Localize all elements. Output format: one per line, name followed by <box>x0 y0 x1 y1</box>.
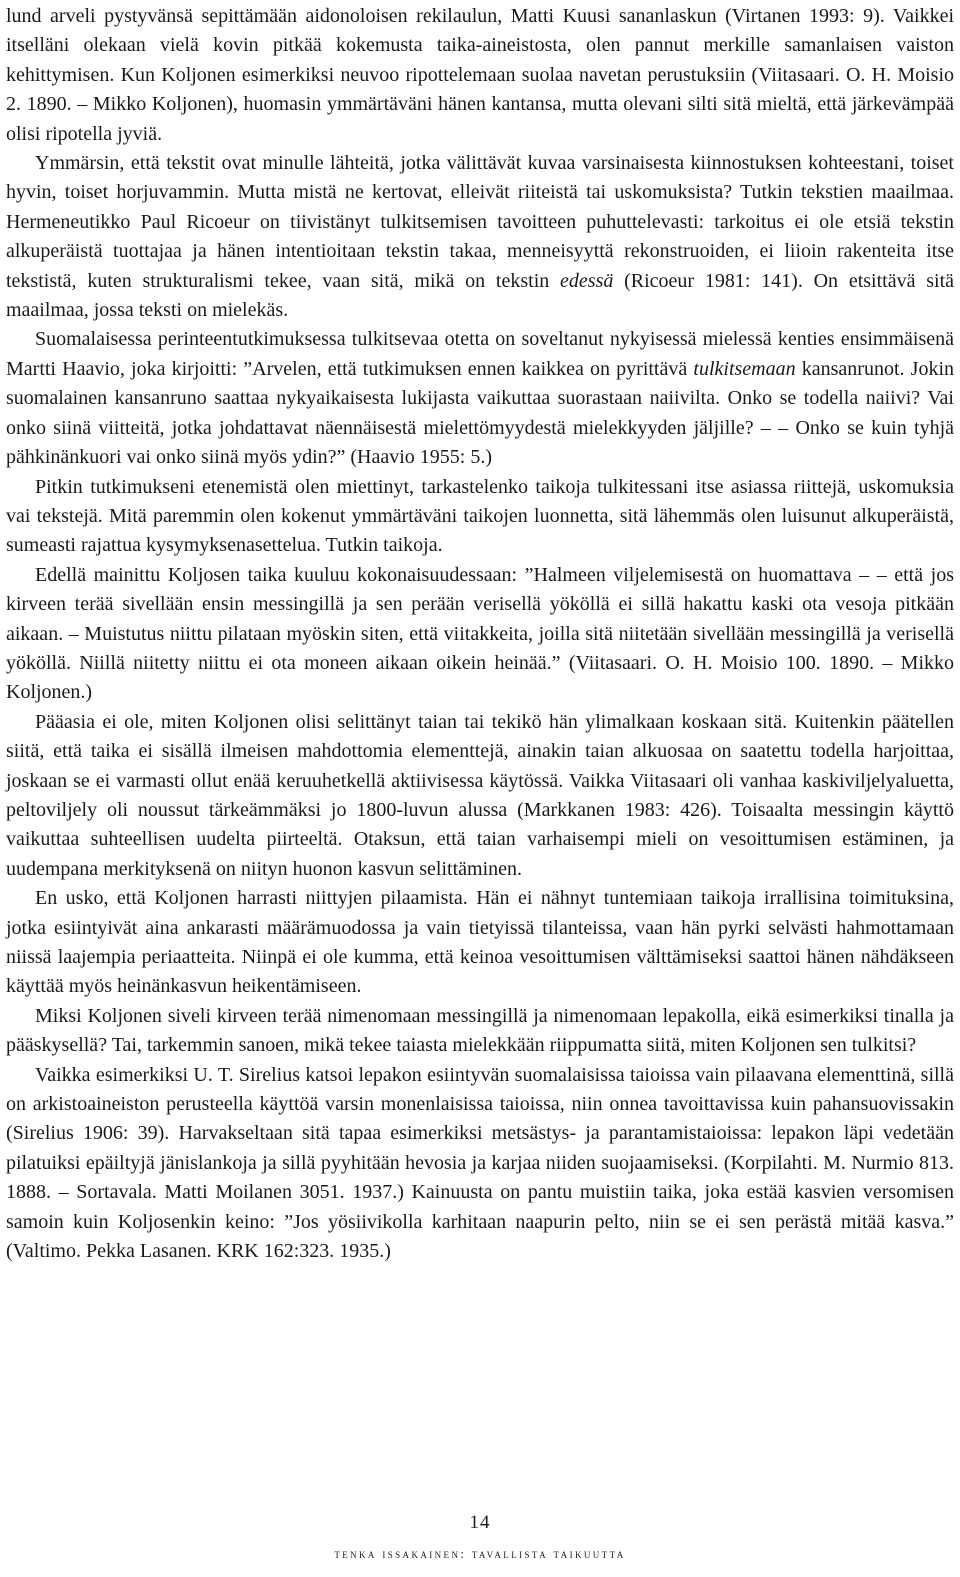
paragraph <box>6 325 954 472</box>
page-number: 14 <box>469 1512 491 1533</box>
text-run: Pääasia ei ole, miten Koljonen olisi selittänyt taian tai tekikö hän ylimalkaan koskaan sitä. Kuitenkin päätellen siitä, että taika ei sisällä ilmeisen mahdottomia elementtejä, ainakin taian alkuosaa on saatettu todella harjoittaa, joskaan se ei varmasti ollut enää keruuhetkellä aktiivisessa käytössä. Vaikka Viitasaari oli vanhaa kaskiviljelyaluetta, peltoviljely oli noussut tärkeämmäksi jo 1800-luvun alussa (Markkanen 1983: 426). Toisaalta messingin käyttö vaikuttaa suhteellisen uudelta piirteeltä. Otaksun, että taian varhaisempi mieli on vesoittumisen estäminen, ja uudempana merkityksenä on niityn huonon kasvun selittäminen. <box>6 710 954 880</box>
text-run: Suomalaisessa perinteentutkimuksessa tulkitsevaa otetta on soveltanut nykyisessä mielessä kenties ensimmäisenä Martti Haavio, joka kirjoitti: ”Arvelen, että tutkimuksen ennen kaikkea on pyrittävä <box>6 328 954 380</box>
italic-text: tulkitsemaan <box>693 357 796 380</box>
text-run: En usko, että Koljonen harrasti niittyjen pilaamista. Hän ei nähnyt tuntemiaan taikoja irrallisina toimituksina, jotka esiintyivät aina ankarasti määrämuodossa ja vain tietyissä tilanteissa, vaan hän pyrki selvästi hahmottamaan niissä laajempia periaatteita. Niinpä ei ole kumma, että keinoa vesoittumisen välttämiseksi saattoi hänen nähdäkseen käyttää myös heinänkasvun heikentämiseen. <box>6 887 954 998</box>
paragraph <box>6 708 954 884</box>
text-run: kansanrunot. Jokin suomalainen kansanruno saattaa nykyaikaisesta lukijasta vaikuttaa suorastaan naiivilta. Onko se todella naiivi? Vai onko siinä viitteitä, jotka johdattavat näennäisestä mielettömyydestä mielekkyyden jäljille? – – Onko se kuin tyhjä pähkinänkuori vai onko siinä myös ydin?” (Haavio 1955: 5.) <box>6 357 955 469</box>
document-page <box>6 0 954 1266</box>
paragraph <box>6 149 954 325</box>
text-run: Miksi Koljonen siveli kirveen terää nimenomaan messingillä ja nimenomaan lepakolla, eikä esimerkiksi tinalla ja pääskysellä? Tai, tarkemmin sanoen, mikä tekee taiasta mielekkään riippumatta siitä, miten Koljonen sen tulkitsi? <box>6 1004 954 1057</box>
paragraph <box>6 473 954 561</box>
paragraph <box>6 1002 954 1061</box>
paragraph <box>6 561 954 708</box>
body-text <box>6 0 954 1266</box>
paragraph <box>6 1061 954 1267</box>
paragraph <box>6 884 954 1002</box>
text-run: Vaikka esimerkiksi U. T. Sirelius katsoi lepakon esiintyvän suomalaisissa taioissa vain pilaavana elementtinä, sillä on arkistoaineiston perusteella käyttöä varsin monenlaisissa taioissa, niin onnea tavoittavissa kuin pahansuovissakin (Sirelius 1906: 39). Harvakseltaan sitä tapaa esimerkiksi metsästys- ja parantamistaioissa: lepakon läpi vedetään pilatuiksi epäiltyjä jänislankoja ja sillä pyyhitään hevosia ja karjaa niiden suojaamiseksi. (Korpilahti. M. Nurmio 813. 1888. – Sortavala. Matti Moilanen 3051. 1937.) Kainuusta on pantu muistiin taika, joka estää kasvien versomisen samoin kuin Koljosenkin keino: ”Jos yösiivikolla karhitaan naapurin pelto, niin se ei sen perästä mitää kasva.” (Valtimo. Pekka Lasanen. KRK 162:323. 1935.) <box>6 1063 954 1263</box>
text-run: Pitkin tutkimukseni etenemistä olen miettinyt, tarkastelenko taikoja tulkitessani itse asiassa riittejä, uskomuksia vai tekstejä. Mitä paremmin olen kokenut ymmärtäväni taikojen luonnetta, sitä lähemmäs olen luisunut alkuperäistä, sumeasti rajattua kysymyksenasettelua. Tutkin taikoja. <box>6 475 954 557</box>
text-run: lund arveli pystyvänsä sepittämään aidonoloisen rekilaulun, Matti Kuusi sananlaskun (Virtanen 1993: 9). Vaikkei itselläni olekaan vielä kovin pitkää kokemusta taika-aineistosta, olen pannut merkille samanlaisen vaiston kehittymisen. Kun Koljonen esimerkiksi neuvoo ripottelemaan suolaa navetan perustuksiin (Viitasaari. O. H. Moisio 2. 1890. – Mikko Koljonen), huomasin ymmärtäväni hänen kantansa, mutta olevani silti sitä mieltä, että järkevämpää olisi ripotella jyviä. <box>6 5 954 145</box>
running-footer: tenka issakainen: tavallista taikuutta <box>334 1547 626 1561</box>
italic-text: edessä <box>560 269 614 292</box>
text-run: Ymmärsin, että tekstit ovat minulle lähteitä, jotka välittävät kuvaa varsinaisesta kiinnostuksen kohteestani, toiset hyvin, toiset horjuvammin. Mutta mistä ne kertovat, elleivät riiteistä tai uskomuksista? Tutkin tekstien maailmaa. Hermeneutikko Paul Ricoeur on tiivistänyt tulkitsemisen tavoitteen puhuttelevasti: tarkoitus ei ole etsiä tekstin alkuperäistä tuottajaa ja hänen intentioitaan tekstin takaa, menneisyyttä rekonstruoiden, ei liioin rakenteita itse tekstistä, kuten strukturalismi tekee, vaan sitä, mikä on tekstin <box>6 152 954 292</box>
paragraph <box>6 2 954 149</box>
text-run: Edellä mainittu Koljosen taika kuuluu kokonaisuudessaan: ”Halmeen viljelemisestä on huomattava – – että jos kirveen terää sivellään ensin messingillä ja sen perään verisellä yököllä ei sillä hakattu kaski ota vesoja pitkään aikaan. – Muistutus niittu pilataan myöskin siten, että viitakkeita, joilla sitä niitetään sivellään messingillä ja verisellä yököllä. Niillä niitetty niittu ei ota moneen aikaan oikein heinää.” (Viitasaari. O. H. Moisio 100. 1890. – Mikko Koljonen.) <box>6 563 954 704</box>
text-run: (Ricoeur 1981: 141). On etsittävä sitä maailmaa, jossa teksti on mielekäs. <box>6 269 955 322</box>
